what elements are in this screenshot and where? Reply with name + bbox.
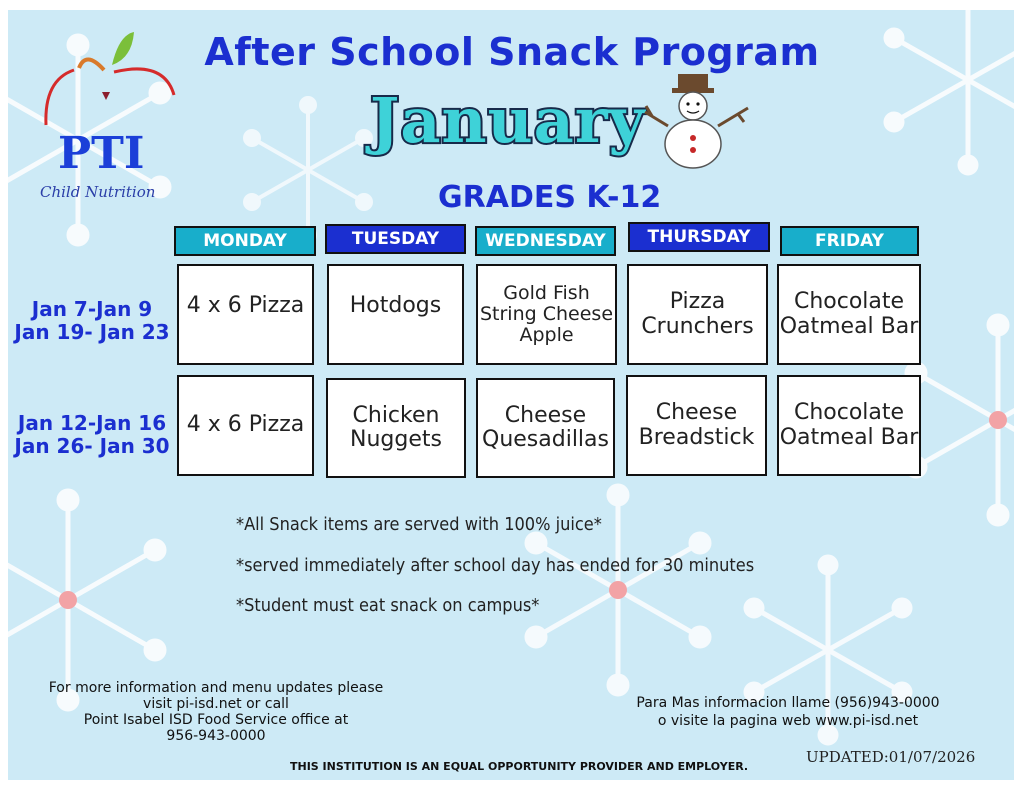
footer-contact-english: For more information and menu updates please visit pi-isd.net or call Point Isabel ISD Food Service office at 956-943-0000 [48, 680, 384, 745]
menu-cell: Hotdogs [327, 264, 464, 365]
updated-date: UPDATED:01/07/2026 [806, 748, 976, 766]
day-header-tuesday: TUESDAY [325, 224, 466, 254]
page-title: After School Snack Program [204, 30, 820, 74]
snowman-icon [640, 64, 755, 174]
menu-cell: Pizza Crunchers [627, 264, 768, 365]
menu-cell: Chocolate Oatmeal Bar [777, 264, 921, 365]
footer-contact-spanish: Para Mas informacion llame (956)943-0000 o visite la pagina web www.pi-isd.net [636, 695, 940, 730]
day-header-friday: FRIDAY [780, 226, 919, 256]
week-label: Jan 12-Jan 16 Jan 26- Jan 30 [14, 411, 170, 458]
menu-cell: 4 x 6 Pizza [177, 375, 314, 476]
day-header-monday: MONDAY [174, 226, 316, 256]
menu-cell: Chicken Nuggets [326, 378, 466, 478]
snowflake-icon [508, 480, 728, 700]
equal-opportunity-statement: THIS INSTITUTION IS AN EQUAL OPPORTUNITY PROVIDER AND EMPLOYER. [290, 760, 749, 773]
note-serving-time: *served immediately after school day has ended for 30 minutes [236, 555, 755, 576]
menu-cell: Gold Fish String Cheese Apple [476, 264, 617, 365]
menu-cell: Cheese Quesadillas [476, 378, 615, 478]
note-campus: *Student must eat snack on campus* [236, 595, 540, 616]
logo-letters: PTI [58, 128, 145, 179]
day-header-wednesday: WEDNESDAY [475, 226, 616, 256]
logo-subtitle: Child Nutrition [40, 183, 156, 201]
menu-cell: Cheese Breadstick [626, 375, 767, 476]
week-label: Jan 7-Jan 9 Jan 19- Jan 23 [14, 297, 170, 344]
menu-cell: Chocolate Oatmeal Bar [777, 375, 921, 476]
grades-label: GRADES K-12 [438, 180, 662, 215]
menu-cell: 4 x 6 Pizza [177, 264, 314, 365]
month-heading: January [370, 84, 646, 157]
day-header-thursday: THURSDAY [628, 222, 770, 252]
note-juice: *All Snack items are served with 100% juice* [236, 514, 602, 535]
